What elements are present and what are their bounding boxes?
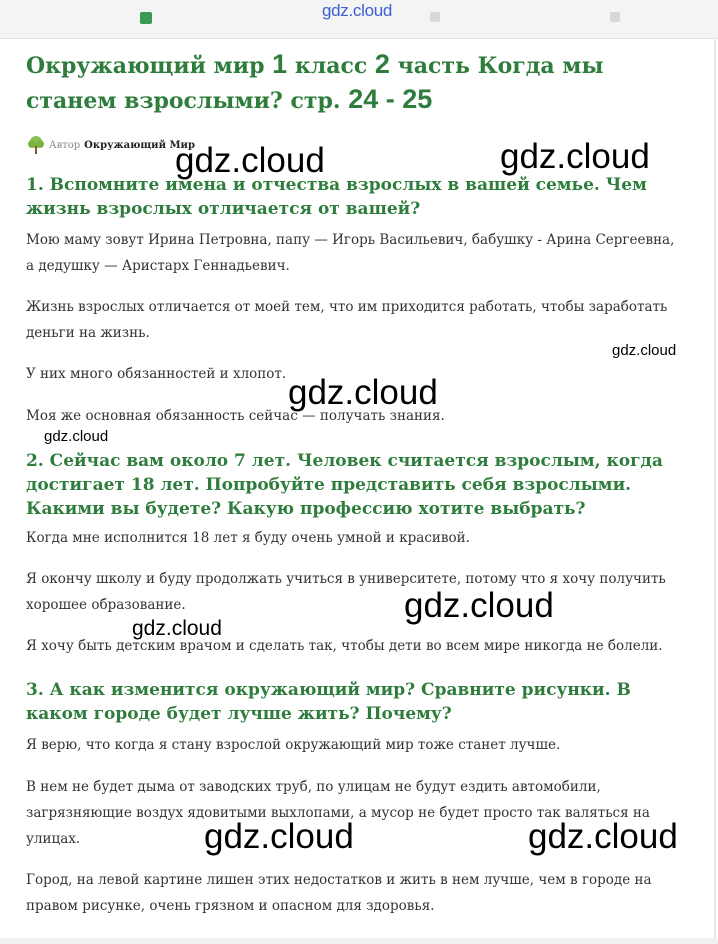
watermark: gdz.cloud — [288, 373, 438, 412]
answer-paragraph: В нем не будет дыма от заводских труб, по улицам не будут ездить автомобили, загрязняющие воздух ядовитыми выхлопами, а мусор не будет просто так валяться на улицах. — [26, 779, 650, 847]
answer-paragraph: Мою маму зовут Ирина Петровна, папу — Игорь Васильевич, бабушку - Арина Сергеевна, а дедушку — Аристарх Геннадьевич. — [26, 232, 675, 274]
tree-icon — [26, 135, 46, 155]
watermark: gdz.cloud — [528, 817, 678, 856]
question-heading: 3. А как изменится окружающий мир? Сравните рисунки. В каком городе будет лучше жить? Почему? — [26, 680, 631, 724]
answer-paragraph: У них много обязанностей и хлопот. — [26, 366, 287, 382]
answer-paragraph: Моя же основная обязанность сейчас — получать знания. — [26, 408, 445, 424]
nav-icon[interactable] — [610, 12, 620, 22]
page-border — [714, 38, 716, 938]
title-text: Окружающий мир — [26, 53, 273, 79]
site-logo[interactable]: gdz.cloud — [322, 1, 393, 20]
author-line — [26, 134, 195, 156]
green-tab-icon[interactable] — [140, 12, 152, 24]
title-text: класс — [287, 53, 375, 79]
watermark: gdz.cloud — [44, 428, 109, 445]
answer-paragraph: Я окончу школу и буду продолжать учиться в университете, потому что я хочу получить хорошее образование. — [26, 571, 666, 613]
answer-paragraph: Я верю, что когда я стану взрослой окружающий мир тоже станет лучше. — [26, 737, 561, 753]
nav-icon[interactable] — [430, 12, 440, 22]
question-heading: 1. Вспомните имена и отчества взрослых в вашей семье. Чем жизнь взрослых отличается от вашей? — [26, 175, 647, 219]
watermark: gdz.cloud — [132, 617, 222, 640]
answer-paragraph: Когда мне исполнится 18 лет я буду очень умной и красивой. — [26, 530, 470, 546]
page-title — [26, 48, 686, 118]
answer-paragraph: Я хочу быть детским врачом и сделать так, чтобы дети во всем мире никогда не болели. — [26, 638, 663, 654]
author-name[interactable]: Окружающий Мир — [84, 139, 195, 151]
answer-paragraph: Город, на левой картине лишен этих недостатков и жить в нем лучше, чем в городе на правом рисунке, очень грязном и опасном для здоровья. — [26, 872, 652, 914]
top-bar — [0, 0, 718, 39]
watermark: gdz.cloud — [204, 817, 354, 856]
watermark: gdz.cloud — [175, 141, 325, 180]
author-label: Автор — [49, 139, 81, 151]
title-pages: 24 - 25 — [348, 84, 433, 114]
answer-paragraph: Жизнь взрослых отличается от моей тем, что им приходится работать, чтобы заработать деньги на жизнь. — [26, 299, 668, 341]
title-grade-number: 1 — [272, 49, 288, 79]
watermark: gdz.cloud — [612, 342, 677, 359]
title-text: часть Когда мы станем взрослыми? стр. — [26, 53, 604, 114]
watermark: gdz.cloud — [500, 137, 650, 176]
page-bottom-border — [0, 938, 718, 944]
article-header — [26, 48, 686, 118]
question-heading: 2. Сейчас вам около 7 лет. Человек считается взрослым, когда достигает 18 лет. Попробуйте представить себя взрослыми. Какими вы будете? Какую профессию хотите выбрать? — [26, 451, 663, 519]
watermark: gdz.cloud — [404, 586, 554, 625]
title-part-number: 2 — [374, 49, 390, 79]
